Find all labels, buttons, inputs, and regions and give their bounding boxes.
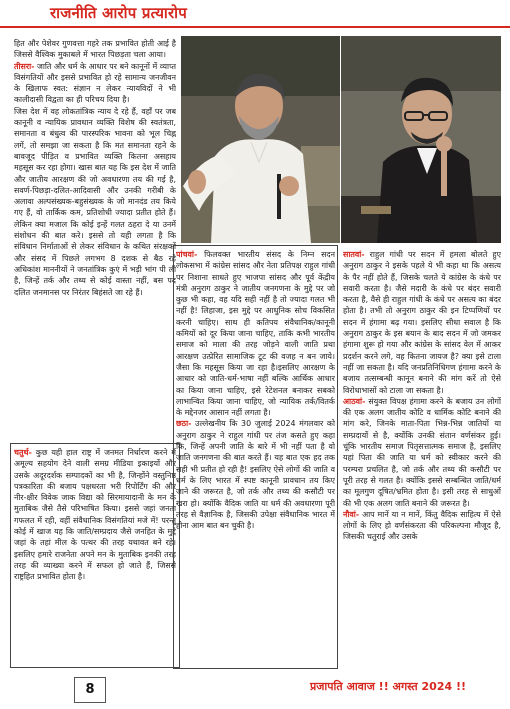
- section-title: राजनीति आरोप प्रत्यारोप: [50, 4, 187, 22]
- paragraph-fifth-text: फिलवक्त भारतीय संसद के निम्न सदन लोकसभा में कांग्रेस सांसद और नेता प्रतिपक्ष राहुल गांधी पर निशाना साधते हुए भाजपा सांसद और पूर्व केंद्रीय मंत्री अनुराग ठाकुर ने जातीय जनगणना के मुद्दे पर जो कुछ भी कहा, वह यदि सही नहीं है तो ज्यादा गलत भी नहीं है! लिहाजा, इस मुद्दे पर आधुनिक सोच विकसित करनी चाहिए। साथ ही कतिपय संवैधानिक/कानूनी कमियों को दूर किया जाना चाहिए, ताकि कभी भारतीय समाज को माला की तरह जोड़ने वाली जाति प्रथा आरक्षण उत्प्रेरित सामाजिक टूट की वजह न बन जाये। जैसा कि महसूस किया जा रहा है।इसलिए आरक्षण के आधार को जाति-धर्म-भाषा नहीं बल्कि आर्थिक आधार का किया जाना चाहिए, इसे रेटेशनल बनाकर सबको लाभान्वित किया जाना चाहिए, जो न्यायिक तर्क/वितर्क के मद्देनजर आसान नहीं लगता है।: [176, 250, 335, 418]
- point-lead-eighth: आठवां-: [343, 396, 366, 406]
- paragraph-sixth: [176, 418, 335, 531]
- left-column-text: [14, 38, 176, 450]
- photo-politician-left: [181, 36, 340, 243]
- right-column-text: [343, 249, 501, 675]
- left-box-text: [14, 447, 176, 665]
- point-lead-sixth: छठा-: [176, 419, 192, 429]
- point-lead-ninth: नौवां-: [343, 509, 360, 519]
- paragraph-seventh-text: राहुल गांधी पर सदन में हमला बोलते हुए अनुराग ठाकुर ने इसके पहले ये भी कहा था कि असत्य के पैर नहीं होते हैं, जिसके चलते ये कांग्रेस के कंधे पर सवारी करता है। जैसे मदारी के कंधे पर बंदर सवारी करता है, वैसे ही राहुल गांधी के कंधे पर असत्य का बंदर होता है। तभी तो अनुराग ठाकुर की इन टिप्पणियों पर सदन में हंगामा बढ़ गया। इसलिए सीधा सवाल है कि अनुराग ठाकुर के इस बयान के बाद सदन में जो जमकर हंगामा शुरू हो गया और कांग्रेस के सांसद वेल में आकर प्रदर्शन करने लगे, वह कितना जायज है? क्या इसे टाला नहीं जा सकता है। यदि जनप्रतिनिधिगण हंगामा करने के बजाय तत्सम्बन्धी कानून बनाने की मांग करें तो ऐसे विरोधाभासों को टाला जा सकता है।: [343, 250, 501, 395]
- page-number: 8: [74, 677, 106, 703]
- paragraph-third-text: जाति और धर्म के आधार पर बने कानूनों में व्याप्त विसंगतियों और इससे प्रभावित हो रहे सामान्य जनजीवन के खिलाफ स्वत: संज्ञान न लेकर न्यायविदों ने भी कालीदासी विद्वता का ही परिचय दिया है।: [14, 61, 176, 105]
- paragraph-eighth-text: संयुक्त विपक्ष हंगामा करने के बजाय उन लोगों की एक अलग जातीय कोटि व धार्मिक कोटि बनाने की मांग करे, जिनके माता-पिता भिन्न-भिन्न जातियों या सम्प्रदायों से है, क्योंकि उनकी संतान वर्णसंकर हुई। चूंकि भारतीय समाज पितृसत्तात्मक समाज है, इसलिए यहां पिता की जाति या धर्म को स्वीकार करने की परम्परा प्रचलित है, जो तर्क और तथ्य की कसौटी पर पूरी तरह से गलत है। क्योंकि इससे सम्बन्धित जाति/धर्म का मूलगुण दूषित/भ्रमित होता है। इसी तरह से साधुओं की भी एक अलग जाति बनाने की जरूरत है।: [343, 396, 501, 508]
- point-lead-seventh: सातवां-: [343, 250, 365, 259]
- paragraph-body: जिस देश में वह लोकतांत्रिक न्याय दे रहे हैं, वहाँ पर जब कानूनी व न्यायिक प्रावधान व्यक्ति विशेष की स्वतंत्रता, समानता व बंधुत्व की पारस्परिक भावना को भूल चिह्न लगें, तो समझा जा सकता है कि मत समानता रहने के बावजूद पीड़ित व प्रभावित व्यक्ति कितना असहाय महसूस कर रहा होगा। खास बात यह कि इस देश में जाति और जातीय आरक्षण की जो अवधारणा तय की गई है, सवर्ण-पिछड़ा-दलित-आदिवासी और उनकी गरीबी के अलावा अल्पसंख्यक-बहुसंख्यक के जो मानदंड तय किये गए हैं, वो तार्किक कम, प्रतिशोधी ज्यादा प्रतीत होते हैं। लेकिन क्या मजाल कि कोई इन्हें गलत ठहरा दे या उनमें संशोधन की बात करे। इससे तो यही लगता है कि संविधान निर्माताओं से लेकर संविधान के कथित संरक्षकों और संसद में पिछले लगभग 8 दशक से बैठ रहे अधिकांश माननीयों ने जनतांत्रिक कुएं में भड़ी भांग पी ली है, जिन्हें तर्क और तथ्य से कोई वास्ता नहीं, बस पद दलित जनमानस पर निरंतर बिहंसते जा रहे हैं।: [14, 106, 176, 297]
- photo-politician-right: [341, 36, 501, 243]
- header-divider: [0, 26, 510, 28]
- paragraph-ninth-text: आप मानें या न मानें, किंतु वैदिक साहित्य में ऐसे लोगों के लिए हो वर्णसंकरता की परिकल्पना मौजूद है, जिसकी चतुराई और उसके: [343, 509, 501, 542]
- point-lead-third: तीसरा-: [14, 61, 35, 71]
- publication-title: प्रजापति आवाज !! अगस्त 2024 !!: [310, 680, 466, 693]
- paragraph-third: [14, 61, 176, 106]
- page-header: [0, 0, 510, 26]
- paragraph-fourth-text: कुछ यही हाल राष्ट्र में जनमत निर्धारण करने में अमूल्य सहयोग देने वाली समग्र मीडिया इकाइयों और उसके अदूरदर्शक सम्पादकों का भी है, जिन्होंने वस्तुनिष्ठ पत्रकारिता की बजाय पक्षधरता भरी रिपोर्टिंग की और नीर-क्षीर विवेक जाक विद्या को सिरमायादानी के मन के मुताबिक जैसे तैसे परिभाषित किया। इससे जहां जनता गफलत में रही, वहीं संवैधानिक विसंगतियां मजे में! परन्तु कोई में खाज यह कि जाति/सम्प्रदाय जैसे जनहित के मुद्दे जहां के तहां मील के पत्थर की तरह यथावत बने रहे। इसलिए हमारे राजनेता अपने मन के मुताबिक इनकी तरह तरह की व्याख्या करने में सफल हो जाते हैं, जिससे राष्ट्रहित प्रभावित होता है।: [14, 448, 176, 582]
- paragraph-ninth: [343, 509, 501, 543]
- paragraph-fourth: [14, 447, 176, 583]
- middle-box-text: [176, 249, 335, 667]
- paragraph-sixth-text: उल्लेखनीय कि 30 जुलाई 2024 मंगलवार को अनुराग ठाकुर ने राहुल गांधी पर तंज कसते हुए कहा कि, जिन्हें अपनी जाति के बारे में भी नहीं पता है वो जाति जनगणना की बात करते हैं। यह बात एक हद तक सही भी प्रतीत हो रही है! इसलिए ऐसे लोगों की जाति व धर्म के लिए भारत में स्पष्ट कानूनी प्रावधान तय किए जाने की जरूरत है, जो तर्क और तथ्य की कसौटी पर खरा हो। क्योंकि वैदिक जाति या धर्म की अवधारणा पूरी तरह से वैज्ञानिक है, जिसकी उपेक्षा संवैधानिक भारत में होना आम बात बन चुकी है।: [176, 419, 335, 531]
- point-lead-fifth: पांचवां-: [176, 250, 198, 259]
- paragraph-seventh: [343, 249, 501, 396]
- paragraph-intro: हित और पेशेवर गुणवत्ता गहरे तक प्रभावित होती आई है जिससे वैश्विक मुकाबले में भारत पिछड़ता चला आया।: [14, 39, 176, 60]
- paragraph-fifth: [176, 249, 335, 418]
- paragraph-eighth: [343, 396, 501, 509]
- point-lead-fourth: चतुर्थ-: [14, 448, 32, 457]
